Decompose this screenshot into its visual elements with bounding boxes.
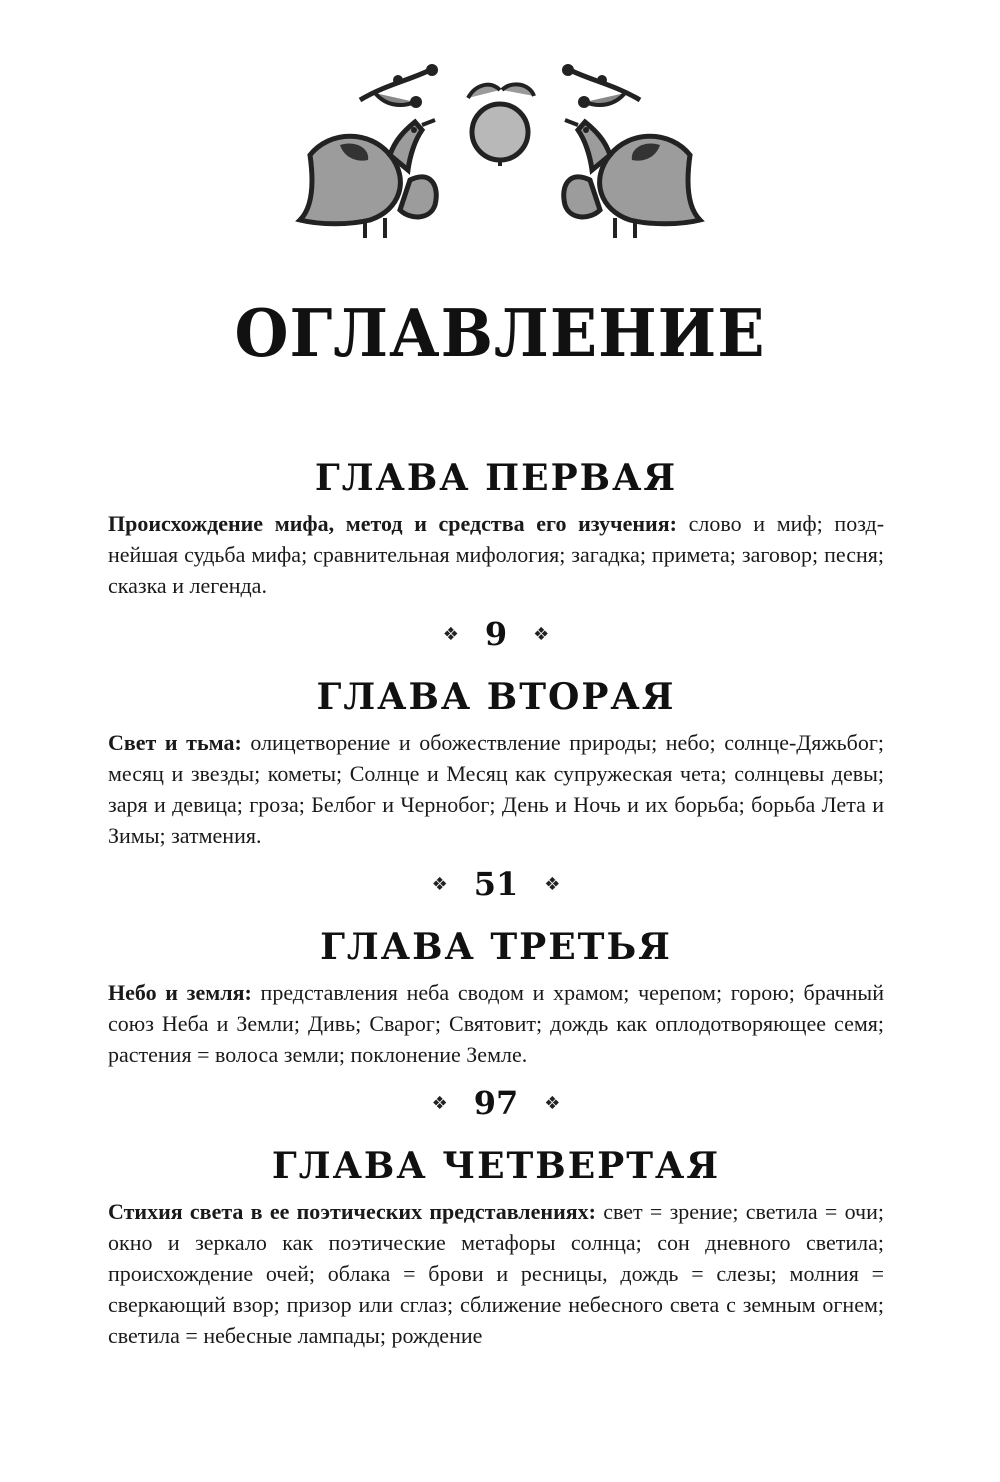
chapter-2: [108, 671, 884, 915]
chapter-heading: ГЛАВА ВТОРАЯ: [316, 676, 676, 718]
page-number: 51: [473, 865, 519, 903]
chapter-1: [108, 452, 884, 665]
chapter-topics: олицетворение и обожествление природы; небо; солнце-Дяжьбог; месяц и звезды; кометы; Солнце и Месяц как супружеская чета; солнцевы девы; заря и девица; гроза; Белбог и Чернобог; День и Ночь и их борьба; борьба Лета и Зимы; затмения.: [108, 730, 884, 848]
chapter-list: [108, 452, 884, 1351]
diamond-ornament-icon: ❖: [431, 1092, 448, 1114]
chapter-heading: ГЛАВА ПЕРВАЯ: [314, 457, 678, 499]
chapter-lead: Стихия света в ее поэтических представлениях:: [108, 1199, 596, 1224]
chapter-summary: [108, 1196, 884, 1351]
chapter-lead: Происхождение мифа, метод и средства его изучения:: [108, 511, 677, 536]
chapter-topics: представления неба сводом и храмом; черепом; горою; брачный союз Неба и Земли; Дивь; Сварог; Святовит; дождь как оплодотворяющее семя; растения = волоса земли; поклонение Земле.: [108, 980, 884, 1067]
diamond-ornament-icon: ❖: [544, 1092, 561, 1114]
chapter-3: [108, 921, 884, 1134]
firebirds-apple-ornament-icon: [290, 60, 710, 240]
page-reference[interactable]: [108, 1072, 884, 1134]
page-reference[interactable]: [108, 603, 884, 665]
page-reference[interactable]: [108, 853, 884, 915]
chapter-heading: ГЛАВА ЧЕТВЕРТАЯ: [271, 1145, 721, 1187]
page-number: 9: [484, 615, 508, 653]
chapter-4: [108, 1140, 884, 1351]
diamond-ornament-icon: ❖: [533, 623, 550, 645]
page-number: 97: [473, 1084, 519, 1122]
chapter-heading: ГЛАВА ТРЕТЬЯ: [320, 926, 672, 968]
chapter-summary: [108, 977, 884, 1070]
chapter-topics: свет = зрение; светила = очи; окно и зеркало как поэтические метафоры солнца; сон дневного светила; происхождение очей; облака = брови и ресницы, дождь = слезы; молния = сверкающий взор; призор или сглаз; сближение небесного света с земным огнем; светила = небесные лампады; рождение: [108, 1199, 884, 1348]
chapter-lead: Небо и земля:: [108, 980, 252, 1005]
chapter-topics: слово и миф; позднейшая судьба мифа; сравнительная мифология; загадка; примета; заговор; песня; сказка и легенда.: [108, 511, 885, 598]
diamond-ornament-icon: ❖: [442, 623, 459, 645]
chapter-summary: [108, 727, 884, 851]
page-title: ОГЛАВЛЕНИЕ: [234, 294, 766, 372]
diamond-ornament-icon: ❖: [431, 873, 448, 895]
diamond-ornament-icon: ❖: [544, 873, 561, 895]
chapter-summary: [108, 508, 884, 601]
chapter-lead: Свет и тьма:: [108, 730, 242, 755]
